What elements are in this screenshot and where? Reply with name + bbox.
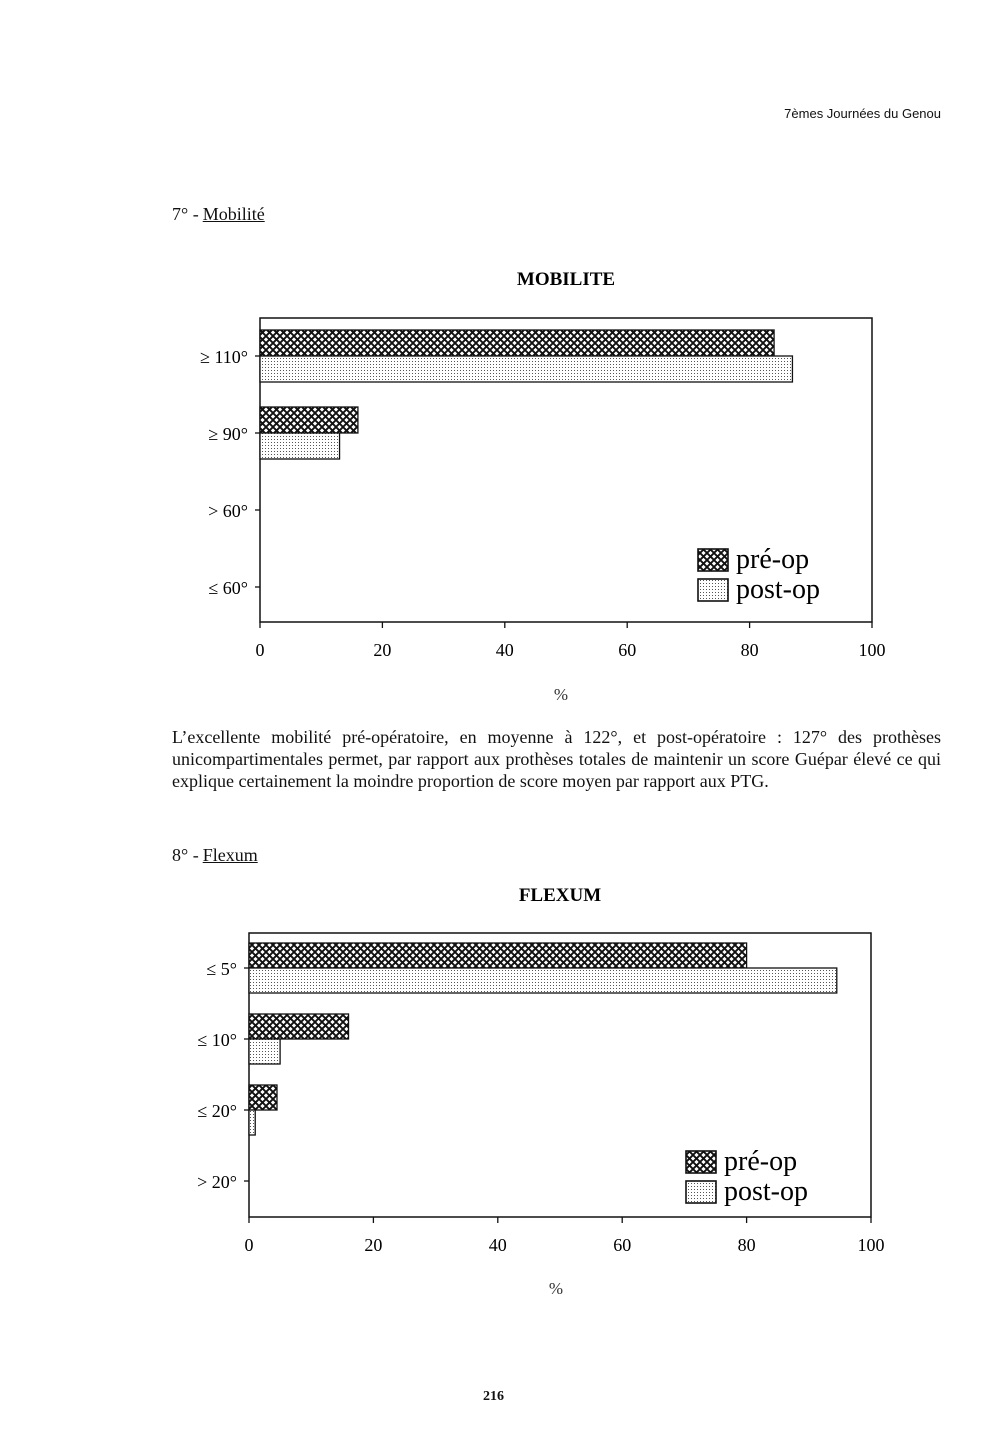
legend-label: pré-op [724, 1146, 798, 1177]
section-title: Flexum [202, 845, 258, 865]
x-tick-label: 100 [857, 1235, 885, 1255]
chart-title: FLEXUM [518, 885, 602, 906]
x-tick-label: 60 [618, 640, 637, 660]
bar-pre-op [249, 1085, 277, 1110]
x-axis-label: % [553, 685, 569, 704]
bar-post-op [249, 1110, 255, 1135]
chart-title: MOBILITE [516, 269, 616, 290]
category-label: ≥ 110° [200, 347, 248, 367]
x-tick-label: 60 [613, 1235, 632, 1255]
legend-label: post-op [736, 574, 820, 605]
x-tick-label: 20 [364, 1235, 383, 1255]
category-label: > 60° [208, 501, 248, 521]
category-label: ≤ 10° [197, 1030, 237, 1050]
body-paragraph: L’excellente mobilité pré-opératoire, en moyenne à 122°, et post-opératoire : 127° des prothèses unicompartimentales permet, par rapport aux prothèses totales de maintenir un score Guépar élevé ce qui explique certainement la moindre proportion de score moyen par rapport aux PTG. [172, 727, 941, 791]
bar-post-op [249, 1039, 280, 1064]
running-header: 7èmes Journées du Genou [784, 106, 941, 121]
section-number: 8° - [172, 845, 199, 865]
x-tick-label: 100 [858, 640, 886, 660]
bar-pre-op [249, 1014, 349, 1039]
section-title: Mobilité [202, 204, 265, 224]
page-number: 216 [483, 1389, 504, 1404]
legend-swatch-post-op [686, 1181, 716, 1203]
category-label: ≤ 20° [197, 1101, 237, 1121]
x-tick-label: 80 [737, 1235, 756, 1255]
legend-label: post-op [724, 1176, 808, 1207]
bar-post-op [249, 968, 837, 993]
section-number: 7° - [172, 204, 199, 224]
category-label: ≤ 5° [206, 959, 237, 979]
category-label: > 20° [197, 1172, 237, 1192]
x-tick-label: 0 [255, 640, 265, 660]
x-axis-label: % [548, 1279, 564, 1298]
legend-swatch-pre-op [686, 1151, 716, 1173]
bar-pre-op [249, 943, 747, 968]
x-tick-label: 80 [740, 640, 759, 660]
category-label: ≥ 90° [208, 424, 248, 444]
x-tick-label: 20 [373, 640, 392, 660]
category-label: ≤ 60° [208, 578, 248, 598]
legend-label: pré-op [736, 544, 810, 575]
x-tick-label: 40 [495, 640, 514, 660]
x-tick-label: 0 [244, 1235, 254, 1255]
x-tick-label: 40 [488, 1235, 507, 1255]
